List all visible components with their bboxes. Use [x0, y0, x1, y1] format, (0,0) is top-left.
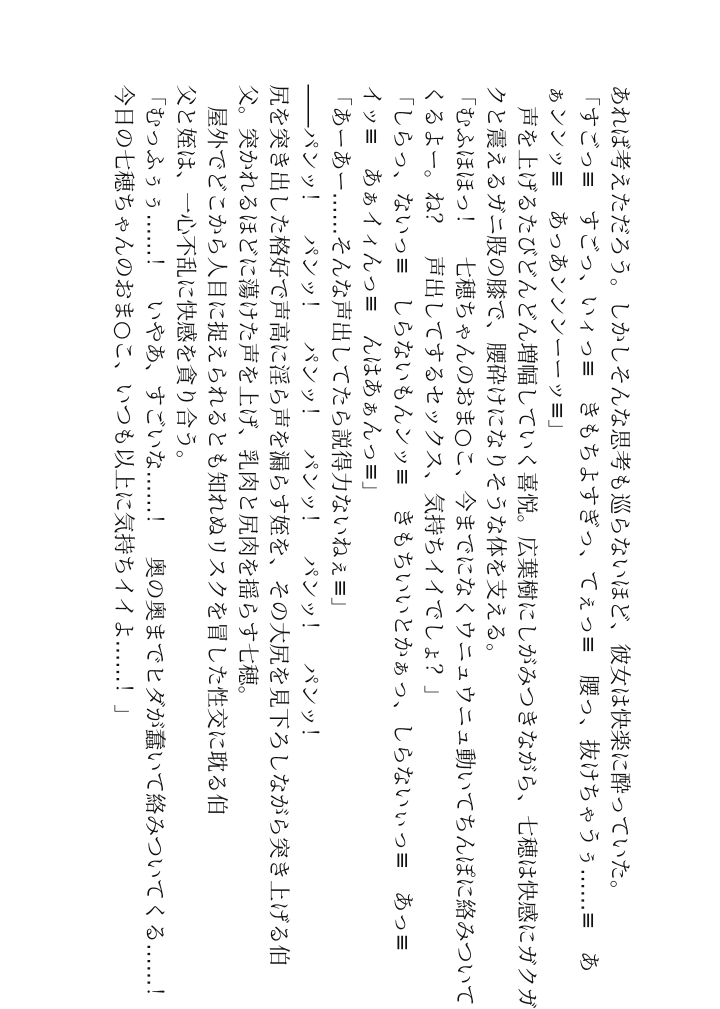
- text-line: 父。突かれるほどに蕩けた声を上げ、乳肉と尻肉を揺らす七穂。: [234, 84, 260, 708]
- text-line: 「むふほほっ！ 七穂ちゃんのおま○こ、今までになくウニュウニュ動いてちんぽに絡みついて: [451, 84, 477, 1006]
- text-line: くるよー。ね？ 声出してするセックス、気持ちイイでしょ？」: [420, 84, 446, 707]
- text-line: 屋外でどこから人目に捉えられるとも知れぬリスクを冒した性交に耽る伯: [203, 84, 229, 816]
- text-line: 「しらっ、ないっ≡ しらないもんンッ≡ きもちいいとかぁっ、しらないぃっ≡ あっ≡: [389, 84, 415, 952]
- text-line: 「むっふぅぅ……！ いやあ、すごいな……！ 奥の奥までヒダが蠢いて絡みついてくる……！: [141, 84, 167, 1008]
- text-line: 父と姪は、一心不乱に快感を貪り合う。: [172, 84, 198, 472]
- text-line: あれば考えただろう。しかしそんな思考も巡らないほど、彼女は快楽に酔っていた。: [606, 84, 632, 902]
- text-line: 尻を突き出した格好で声高に淫ら声を漏らす姪を、その大尻を見下ろしながら突き上げる伯: [265, 84, 291, 967]
- text-line: 今日の七穂ちゃんのおま○こ、いつも以上に気持ちイイよ……！」: [110, 84, 136, 726]
- text-line: イッ≡ あぁイィんっ≡ んはあぁんっ≡」: [358, 84, 384, 503]
- text-page: [108, 84, 635, 1009]
- text-line: クと震えるガニ股の膝で、腰砕けになりそうな体を支える。: [482, 84, 508, 665]
- text-line: ――パンッ！ パンッ！ パンッ！ パンッ！ パンッ！ パンッ！: [296, 84, 322, 749]
- text-line: 「すごっ≡ すごっ、いィっ≡ きもちよすぎっ、てぇっ≡ 腰っ、抜けちゃうぅ……≡ あ: [575, 84, 601, 973]
- text-line: 「あーあー……そんな声出してたら説得力ないねぇ≡」: [327, 84, 353, 619]
- text-line: ぁンンッ≡ あっあンンンーーッ≡」: [544, 84, 570, 441]
- text-line: 声を上げるたびどんどん増幅していく喜悦。広葉樹にしがみつきながら、七穂は快感にガクガ: [513, 84, 539, 1009]
